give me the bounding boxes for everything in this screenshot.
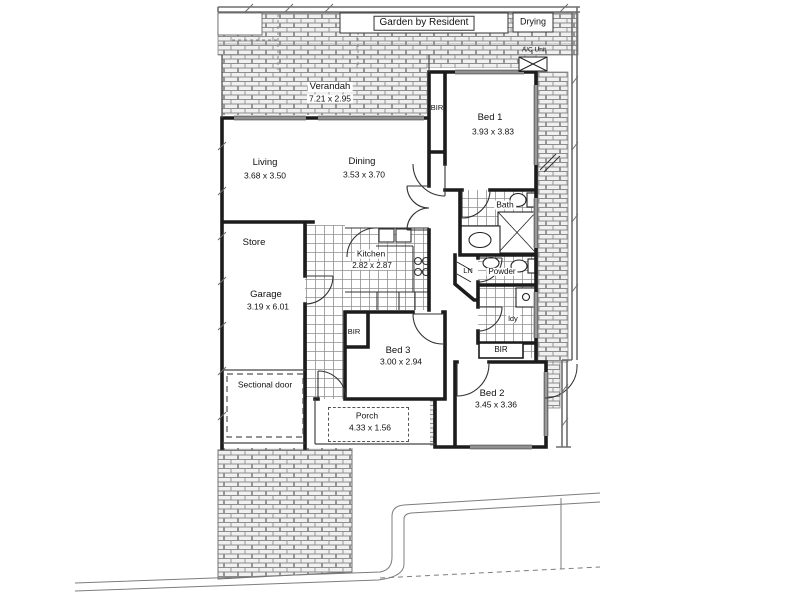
kitchen-sink-icon (379, 229, 394, 242)
room-label-laundry: ldy (508, 314, 518, 324)
room-label-porch: Porch (355, 410, 379, 421)
basin-icon (469, 233, 491, 248)
room-label-living: Living (252, 157, 278, 169)
sectional-door-label: Sectional door (237, 379, 293, 390)
bed2-robe-label: BIR (494, 344, 508, 354)
bed3-robe-label: BIR (347, 327, 361, 337)
room-dims-bed1: 3.93 x 3.83 (471, 126, 515, 137)
room-label-verandah: Verandah (309, 81, 351, 93)
room-dims-living: 3.68 x 3.50 (243, 170, 287, 181)
passage-tiles (305, 225, 345, 399)
bed1-robe-label: BIR (430, 103, 444, 113)
room-label-bed1: Bed 1 (477, 112, 503, 124)
room-dims-kitchen: 2.82 x 2.87 (352, 260, 392, 270)
room-dims-verandah: 7.21 x 2.95 (308, 93, 352, 104)
drying-court-label: Drying (519, 16, 547, 27)
room-label-bed2: Bed 2 (479, 388, 505, 400)
room-dims-bed2: 3.45 x 3.36 (474, 399, 518, 410)
garden-court-label: Garden by Resident (374, 16, 475, 31)
room-label-bath: Bath (496, 199, 514, 210)
ac-unit-icon (519, 57, 547, 71)
room-label-dining: Dining (348, 156, 376, 168)
room-label-kitchen: Kitchen (356, 248, 386, 259)
room-dims-dining: 3.53 x 3.70 (342, 169, 386, 180)
room-label-store: Store (242, 237, 266, 249)
ac-unit-label: A/C Unit (521, 46, 547, 54)
side-path-paving (538, 72, 568, 362)
room-label-garage: Garage (250, 289, 282, 301)
room-label-linen: LN (463, 266, 473, 276)
garden-bed (218, 13, 262, 35)
room-label-bed3: Bed 3 (385, 345, 411, 357)
room-dims-bed3: 3.00 x 2.94 (379, 356, 423, 367)
room-dims-garage: 3.19 x 6.01 (246, 301, 290, 312)
room-dims-porch: 4.33 x 1.56 (348, 422, 392, 433)
room-label-powder: Powder (488, 266, 516, 276)
driveway-paving (218, 450, 352, 579)
